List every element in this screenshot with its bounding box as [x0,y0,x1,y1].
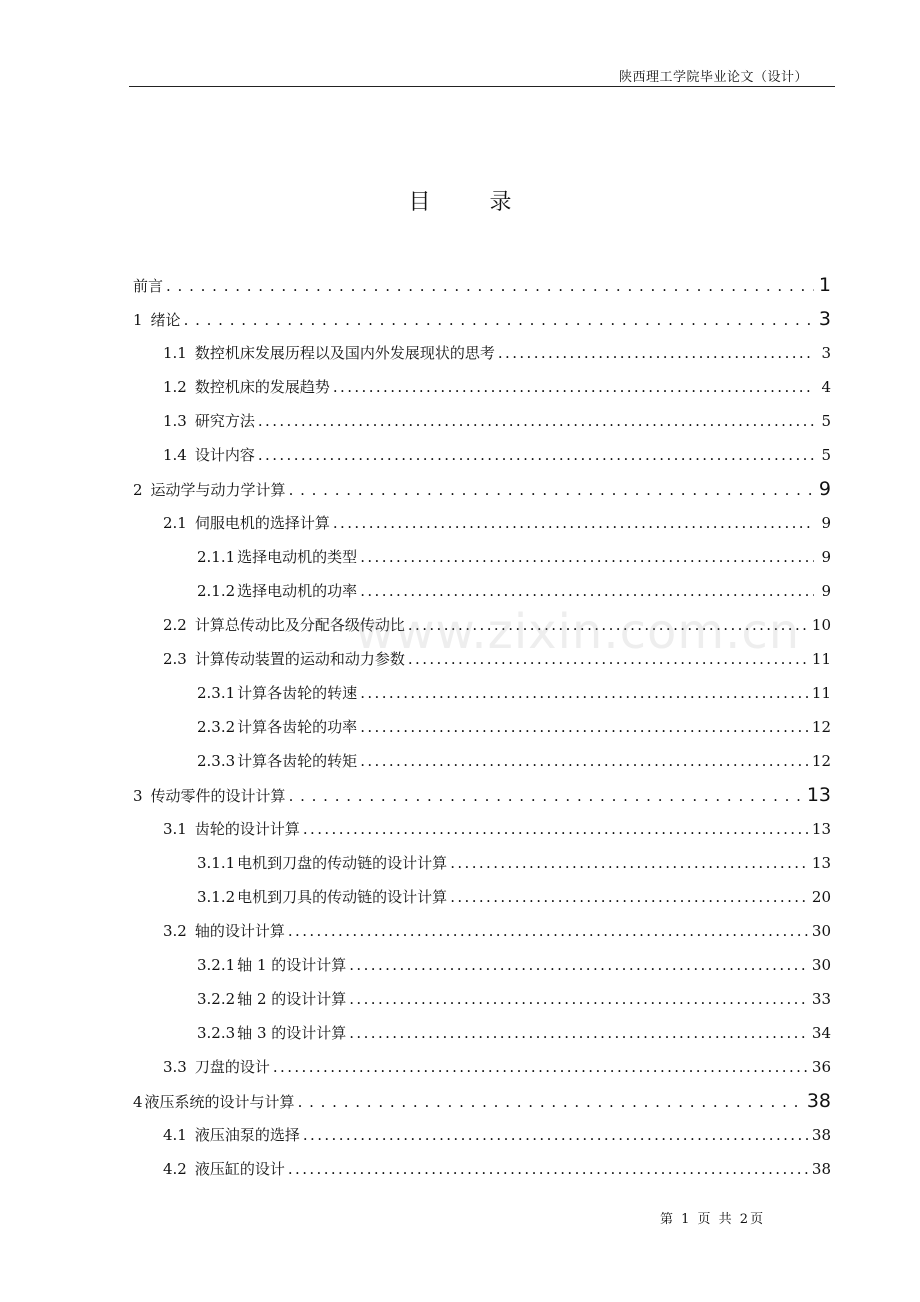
toc-entry[interactable] [133,1050,831,1084]
toc-entry[interactable] [133,336,831,370]
toc-dot-leader [349,948,809,982]
toc-dot-leader [349,1016,809,1050]
toc-entry[interactable] [133,506,831,540]
toc-entry-number: 2.1.2 [197,582,236,600]
toc-entry-label: 计算传动装置的运动和动力参数 [194,650,405,668]
toc-dot-leader [289,779,804,813]
toc-dot-leader [360,574,814,608]
toc-entry-label: 选择电动机的功率 [237,582,358,600]
toc-dot-leader [333,506,814,540]
toc-entry-number: 2.3.2 [197,718,236,736]
toc-dot-leader [349,982,809,1016]
toc-page-number: 11 [811,684,831,702]
running-header: 陕西理工学院毕业论文（设计） [618,70,808,85]
toc-entry[interactable] [133,1084,831,1118]
toc-page-number: 13 [811,854,831,872]
toc-page-number: 30 [811,956,831,974]
toc-page-number: 34 [811,1024,831,1042]
toc-entry-label: 计算总传动比及分配各级传动比 [194,616,405,634]
toc-entry-label: 液压缸的设计 [194,1160,285,1178]
toc-page-number: 1 [818,274,831,296]
toc-entry-number: 3.2.1 [197,956,236,974]
toc-entry-label: 计算各齿轮的转速 [237,684,358,702]
toc-page-number: 38 [806,1090,831,1112]
toc-entry[interactable] [133,540,831,574]
toc-page-number: 5 [821,412,831,430]
toc-page-number: 33 [811,990,831,1008]
toc-entry[interactable] [133,914,831,948]
toc-entry-label: 研究方法 [194,412,255,430]
toc-entry-number: 3 [133,787,143,805]
toc-entry-label: 轴 2 的设计计算 [237,990,347,1008]
toc-entry-label: 轴的设计计算 [194,922,285,940]
toc-entry[interactable] [133,778,831,812]
toc-page-number: 36 [811,1058,831,1076]
toc-entry-number: 2.1 [163,514,187,532]
toc-page-number: 3 [818,308,831,330]
header-rule [129,86,835,87]
toc-dot-leader [288,914,809,948]
toc-dot-leader [258,404,814,438]
toc-entry-label: 电机到刀具的传动链的设计计算 [237,888,448,906]
toc-entry[interactable] [133,710,831,744]
toc-dot-leader [450,880,809,914]
toc-entry[interactable] [133,880,831,914]
toc-entry[interactable] [133,1118,831,1152]
toc-dot-leader [166,269,814,303]
toc-dot-leader [360,710,809,744]
toc-entry-label: 数控机床的发展趋势 [194,378,330,396]
toc-dot-leader [333,370,814,404]
toc-entry-number: 2.3.1 [197,684,236,702]
toc-dot-leader [360,676,809,710]
toc-entry[interactable] [133,438,831,472]
toc-entry[interactable] [133,744,831,778]
toc-entry[interactable] [133,676,831,710]
toc-dot-leader [298,1085,804,1119]
toc-entry-label: 伺服电机的选择计算 [194,514,330,532]
toc-entry[interactable] [133,1016,831,1050]
page-footer: 第 1 页 共 2页 [660,1212,766,1227]
toc-entry-label: 选择电动机的类型 [237,548,358,566]
toc-entry[interactable] [133,404,831,438]
toc-entry[interactable] [133,812,831,846]
toc-entry-number: 3.1.1 [197,854,236,872]
toc-entry[interactable] [133,574,831,608]
toc-page-number: 12 [811,752,831,770]
toc-dot-leader [360,540,814,574]
toc-entry-number: 1.2 [163,378,187,396]
toc-entry[interactable] [133,1152,831,1186]
toc-entry-number: 2.3 [163,650,187,668]
toc-entry-label: 计算各齿轮的转矩 [237,752,358,770]
toc-entry-number: 4 [133,1093,143,1111]
toc-entry-number: 1.1 [163,344,187,362]
toc-entry-label: 轴 3 的设计计算 [237,1024,347,1042]
toc-page-number: 9 [821,582,831,600]
toc-entry[interactable] [133,472,831,506]
toc-entry-label: 齿轮的设计计算 [194,820,300,838]
toc-dot-leader [258,438,814,472]
toc-dot-leader [450,846,809,880]
toc-entry-label: 刀盘的设计 [194,1058,270,1076]
toc-page-number: 5 [821,446,831,464]
toc-page-number: 38 [811,1160,831,1178]
toc-page-number: 12 [811,718,831,736]
toc-dot-leader [303,812,809,846]
toc-entry-number: 4.2 [163,1160,187,1178]
toc-dot-leader [303,1118,809,1152]
toc-entry[interactable] [133,268,831,302]
toc-entry-label: 运动学与动力学计算 [150,481,286,499]
toc-dot-leader [288,1152,809,1186]
toc-entry-number: 3.2.3 [197,1024,236,1042]
toc-dot-leader [273,1050,809,1084]
toc-entry-label: 数控机床发展历程以及国内外发展现状的思考 [194,344,495,362]
toc-page-number: 20 [811,888,831,906]
toc-entry-number: 2 [133,481,143,499]
toc-entry-number: 1.4 [163,446,187,464]
toc-page-number: 38 [811,1126,831,1144]
toc-dot-leader [289,473,814,507]
toc-page-number: 10 [811,616,831,634]
toc-entry-label: 计算各齿轮的功率 [237,718,358,736]
toc-entry-label: 电机到刀盘的传动链的设计计算 [237,854,448,872]
toc-entry-label: 液压系统的设计与计算 [144,1093,295,1111]
toc-entry[interactable] [133,302,831,336]
toc-dot-leader [360,744,809,778]
toc-entry-number: 4.1 [163,1126,187,1144]
toc-page-number: 3 [821,344,831,362]
toc-entry-number: 3.2 [163,922,187,940]
toc-entry-label: 液压油泵的选择 [194,1126,300,1144]
table-of-contents [133,268,831,1186]
toc-page-number: 9 [821,514,831,532]
toc-entry-number: 2.2 [163,616,187,634]
toc-page-number: 13 [811,820,831,838]
toc-dot-leader [498,336,814,370]
toc-entry[interactable] [133,982,831,1016]
toc-entry-number: 3.2.2 [197,990,236,1008]
toc-entry-label: 前言 [133,277,164,295]
toc-entry-number: 3.3 [163,1058,187,1076]
toc-entry-label: 轴 1 的设计计算 [237,956,347,974]
toc-page-number: 9 [821,548,831,566]
toc-page-number: 30 [811,922,831,940]
toc-entry-number: 1 [133,311,143,329]
toc-entry-number: 3.1.2 [197,888,236,906]
toc-dot-leader [184,303,814,337]
toc-page-number: 13 [806,784,831,806]
toc-page-number: 11 [811,650,831,668]
toc-entry-label: 设计内容 [194,446,255,464]
toc-entry[interactable] [133,370,831,404]
toc-entry-label: 传动零件的设计计算 [150,787,286,805]
toc-entry-number: 2.1.1 [197,548,236,566]
page-title: 目 录 [408,190,538,215]
toc-page-number: 9 [818,478,831,500]
toc-entry-label: 绪论 [150,311,181,329]
toc-page-number: 4 [821,378,831,396]
toc-entry-number: 1.3 [163,412,187,430]
toc-entry-number: 3.1 [163,820,187,838]
watermark: www.zixin.com.cn [355,604,801,660]
toc-entry[interactable] [133,948,831,982]
toc-entry[interactable] [133,846,831,880]
toc-entry-number: 2.3.3 [197,752,236,770]
